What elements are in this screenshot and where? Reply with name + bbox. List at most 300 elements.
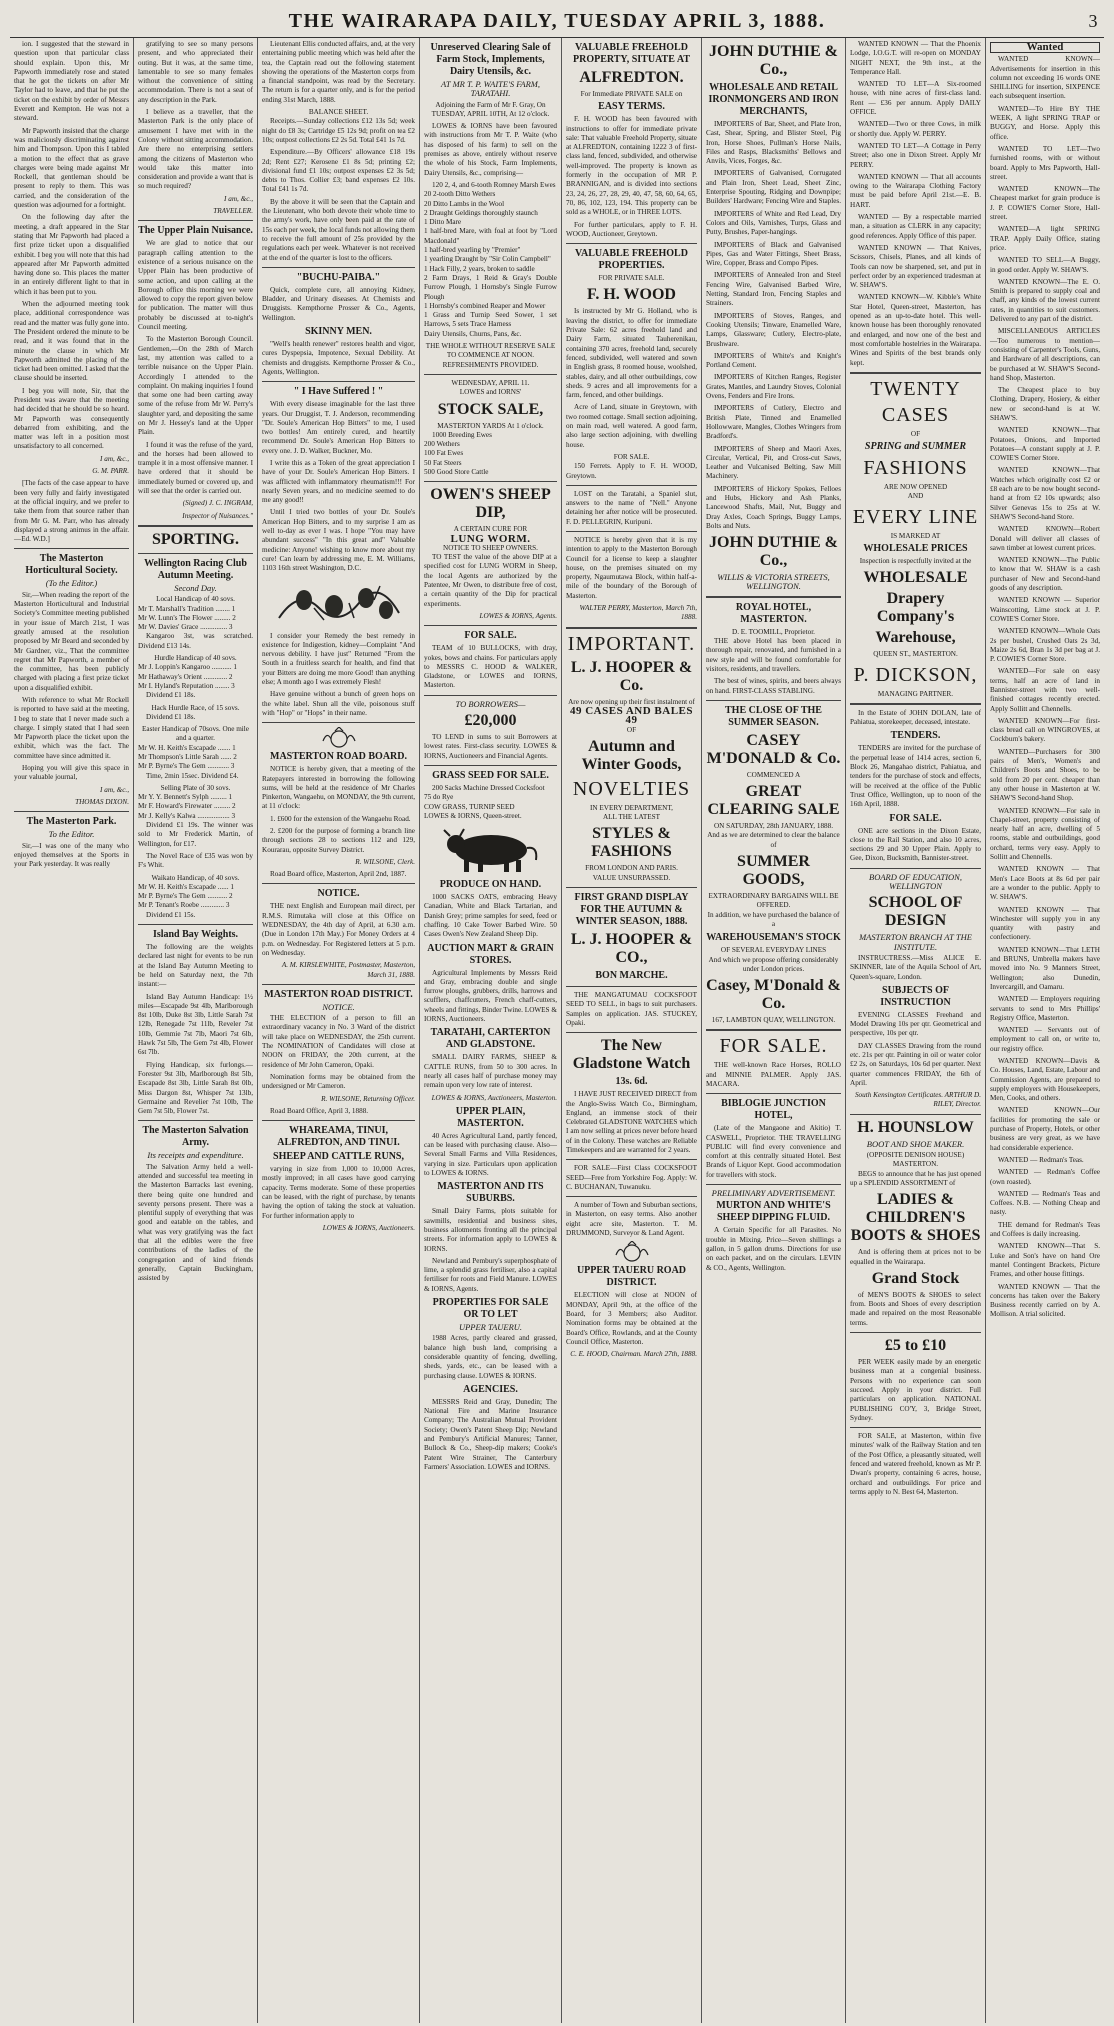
divider (566, 531, 697, 532)
signature-name: Inspector of Nuisances." (182, 511, 253, 520)
ad-text: NOTICE TO SHEEP OWNERS. (443, 543, 538, 552)
race-result: Mr J. Kelly's Kalwa .................. 3 (138, 811, 236, 820)
ad-text: (OPPOSITE DENISON HOUSE) MASTERTON. (866, 1151, 965, 1169)
ad-text: IMPORTERS of Stoves, Ranges, and Cooking Utensils; Tinware, Enamelled Ware, Lamps, Glassware; Cutlery, Electro-plate, Brushware. (706, 311, 841, 348)
ad-heading: PROPERTIES FOR SALE OR TO LET (432, 1297, 549, 1321)
race-result: Mr I. Hyland's Reputation ........ 3 (138, 681, 235, 690)
classified-ad: WANTED — Servants out of employment to call on, or write to, our registry office. (990, 1026, 1100, 1053)
ad-text: Agricultural Implements by Messrs Reid and Gray, embracing double and single furrow ploughs, grubbers, drills, harrows and scufflers, chaffcutters, French chaff-cutters, wheels and fittings, Binder Twine. LOWES & IORNS, Auctioneers. (424, 968, 557, 1024)
classified-ad: WANTED KNOWN—That Watches which originally cost £2 or £8 each are to be now bought second-hand at from £2 10s upwards; also Silver Genevas 15s to 25s at W. SHAW'S Second-hand Store. (990, 466, 1100, 521)
race-note: The Novel Race of £35 was won by F's Whit. (138, 851, 253, 870)
divider (262, 381, 415, 382)
race-result: Mr Hathaway's Orient ............. 2 (138, 672, 233, 681)
race-result: Mr W. H. Keith's Escapade ...... 1 (138, 882, 234, 891)
ad-text: IN EVERY DEPARTMENT, (590, 803, 673, 812)
ad-heading: SHEEP AND CATTLE RUNS, (273, 1151, 404, 1163)
ad-heading: " I Have Suffered ! " (293, 386, 384, 398)
ad-heading: FOR SALE. (719, 1035, 828, 1058)
ad-heading: BON MARCHE. (595, 970, 668, 982)
ad-heading: PRODUCE ON HAND. (439, 879, 542, 891)
classified-ad: WANTED—To Hire BY THE WEEK, A light SPRING TRAP or BUGGY, and Horse. Apply this office. (990, 104, 1100, 141)
article-paragraph: To the Masterton Borough Council. Gentlemen,—On the 28th of March last, my attention was called to a terrible nuisance on the Upper Plain. Accordingly I attended to the complaint. On making inquiries I found that some one had been carting away some of the refuse from Mr W. Perry's slaughter yard, and depositing the same on Mr J. Hessey's land at the Upper Plain. (138, 335, 253, 437)
signature-name: LOWES & IORNS, Auctioneers, Masterton. (431, 1093, 557, 1102)
ad-text: ONE acre sections in the Dixon Estate, close to the Rail Station, and also 10 acres, sections 29 and 30 Upper Plain. Apply to Gee, Dixon, Bucksmith, Bannister-street. (850, 826, 981, 863)
ad-text: With every disease imaginable for the last three years. Our Druggist, T. J. Anderson, recommending "Dr. Soule's American Hop Bitters" to me, I used two bottles! Am entirely cured, and heartily recommend Dr. Soule's American Hop Bitters to every one. J. D. Walker, Buckner, Mo. (262, 400, 415, 455)
ad-text: A CERTAIN CURE FOR (453, 525, 528, 534)
sub-heading: AT MR T. P. WAITE'S FARM, TARATAHI. (441, 79, 540, 99)
article-paragraph: Receipts.—Sunday collections £12 13s 5d; week night do £8 3s; Cartridge £5 12s 9d; profit on tea £2 10s; outpost collections £2 2s 5d. Total £41 1s 7d. (262, 117, 415, 144)
ad-text: 1988 Acres, partly cleared and grassed, balance high bush land, comprising a considerable quantity of fencing, dwelling, sheds, yards, etc., can be leased with a purchasing clause. LOWES & IORNS. (424, 1334, 557, 1380)
race-result: Mr W. H. Keith's Escapade ....... 1 (138, 743, 236, 752)
ad-text: LOST on the Taratahi, a Spaniel slut, answers to the name of "Nell." Anyone detaining her after notice will be prosecuted. F. D. PELLEGRIN, Kuripuni. (566, 489, 697, 526)
ad-text: IMPORTERS of Cutlery, Electro and British Plate, Tinned and Enamelled Hollowware, Mangles, Clothes Wringers from Bradford's. (706, 404, 841, 441)
ad-text: 167, LAMBTON QUAY, WELLINGTON. (711, 1016, 836, 1025)
notice-text: THE ELECTION of a person to fill an extraordinary vacancy in No. 3 Ward of the district will take place on WEDNESDAY, the 25th current. The NOMINATION of Candidates will close at NOON on FRIDAY, the 20th current, at the residence of Mr John Cameron, Opaki. (262, 1014, 415, 1069)
classified-ad: WANTED — Employers requiring servants to send to Mrs Phillips' Registry Office, Masterton. (990, 995, 1100, 1022)
ad-heading: TWENTY (870, 377, 961, 400)
signature-name: TRAVELLER. (213, 207, 253, 216)
ad-text: FROM LONDON AND PARIS. (585, 864, 678, 873)
notice-text: THE next English and European mail direct, per R.M.S. Rimutaka will close at this Office on WEDNESDAY, the 4th day of April, at 6.30 a.m. (Due in London 17th May.) For Money Orders at 4 p.m. on Wednesday. For Registered letters at 5 p.m. on Wednesday. (262, 902, 415, 957)
classified-ad: WANTED KNOWN — Superior Wainscotting, Lime stock at J. P. COWIE'S Corner Store. (990, 596, 1100, 623)
ad-text: LOWES and IORNS' (459, 388, 522, 397)
ad-heading: WHOLESALE (863, 569, 968, 587)
classified-ad: WANTED KNOWN — That Winchester will supply you in any quantity with pastry and confectionery. (990, 905, 1100, 942)
ad-text: Have genuine without a bunch of green hops on the white label. Shun all the vile, poisonous stuff with "Hop" or "Hops" in their name. (262, 690, 415, 717)
ad-text: FOR SALE. (613, 452, 650, 461)
ad-text: OF SEVERAL EVERYDAY LINES (720, 946, 827, 955)
sub-heading: UPPER TAUERU. (458, 1322, 523, 1333)
classified-ad: WANTED KNOWN—For sale in Chapel-street, property consisting of nearly half an acre, dwelling of 5 rooms, stable and outbuildings, good orchard, terms very easy. Apply to Sollitt and Chennells. (990, 806, 1100, 862)
classified-ad: WANTED KNOWN—The Cheapest market for grain produce is J. P. COWIE'S Corner Store, Hall-street. (990, 185, 1100, 222)
divider (850, 1427, 981, 1428)
ad-text: Acre of Land, situate in Greytown, with two roomed cottage. Small section adjoining, on main road, well watered. A good farm, also large section adjoining, with dwelling house. (566, 403, 697, 449)
ad-heading: WHOLESALE AND RETAIL IRONMONGERS AND IRON MERCHANTS, (708, 82, 839, 117)
ad-text: In addition, we have purchased the balance of a (707, 910, 840, 928)
divider (706, 700, 841, 701)
ad-text: Quick, complete cure, all annoying Kidney, Bladder, and Urinary diseases. At Chemists and Druggists. Kempthorne Prosser & Co., Agents, Wellington. (262, 285, 415, 322)
race-result: Mr T. Marshall's Tradition ........ 1 (138, 604, 236, 613)
ad-heading: NOVELTIES (572, 777, 691, 800)
ad-text: IS MARKED AT (890, 531, 941, 540)
ad-heading: LUNG WORM. (450, 532, 531, 545)
ad-heading: EASY TERMS. (598, 101, 665, 113)
classified-ad: WANTED — Redman's Coffee (own roasted). (990, 1168, 1100, 1186)
ad-text: OF (910, 429, 921, 438)
divider (850, 868, 981, 869)
divider (706, 1093, 841, 1094)
letter-paragraph: Sir,—I was one of the many who enjoyed themselves at the Sports in your Park yesterday. It was really (14, 841, 129, 869)
ad-heading: MASTERTON AND ITS SUBURBS. (437, 1181, 544, 1205)
ad-heading: The New Gladstone Watch (572, 1037, 691, 1073)
letter-paragraph: ion. I suggested that the steward in question upon that particular class should explain. Upon this, Mr Papworth immediately rose and stated that he got the tickets on after Mr Taylor had to leave, and that he put the ticket on the exhibit by order of Messrs Everett and Kempton. He was not a steward. (14, 40, 129, 123)
ad-heading: CASEY M'DONALD & Co. (706, 731, 841, 767)
ad-heading: WHAREAMA, TINUI, ALFREDTON, AND TINUI. (277, 1125, 400, 1149)
ad-heading: Drapery Company's (876, 590, 955, 626)
ad-heading: LADIES & CHILDREN'S BOOTS & SHOES (850, 1191, 981, 1245)
ad-heading: GRASS SEED FOR SALE. (432, 769, 549, 781)
ad-text: TO TEST the value of the above DIP at a specified cost for LUNG WORM in Sheep, the local Agents are authorized by the Patentee, Mr Owen, to distribute free of cost, a certain quantity of the Dip for practical experiments. (424, 553, 557, 608)
classified-ad: WANTED KNOWN—For first-class bread call on WINGROVES, at Cockburn's bakery. (990, 716, 1100, 744)
ad-heading: P. DICKSON, (853, 663, 978, 686)
race-note: Dividend £1 18s. (146, 712, 196, 721)
ad-heading: CASES (881, 403, 950, 426)
ad-text: I consider your Remedy the best remedy in existence for Indigestion, kidney—Complaint "And nervous debility. I have just" Returned "From the South in a fruitless search for health, and find that your Bitters are doing me more Good! than anything else; A month ago I was extremely Flesh! (262, 631, 415, 687)
to-editor: (To the Editor.) (45, 578, 98, 589)
ad-heading: EVERY LINE (852, 505, 979, 528)
classified-ad: WANTED KNOWN—Advertisements for insertion in this column not exceeding 16 words ONE SHILLING for insertion, SIXPENCE each subsequent insertion. (990, 55, 1100, 101)
ad-heading: VALUABLE FREEHOLD PROPERTIES. (575, 248, 688, 272)
divider (424, 374, 557, 375)
ad-text: Until I tried two bottles of your Dr. Soule's American Hop Bitters, and to my surprise I am as well to-day as ever I was. I hope "You may have abundant success" "In this great and" Valuable medicine: Anyone! wishing to know more about my cure! Can learn by addressing me, E. M. Williams, 1103 16th street Washington, D.C. (262, 508, 415, 573)
sub-heading: TO BORROWERS— (455, 698, 526, 709)
ad-heading: SUBJECTS OF INSTRUCTION (880, 984, 951, 1008)
royal-crest-icon (612, 1241, 652, 1263)
notice-text: Nomination forms may be obtained from the undersigned or Mr Cameron. (262, 1072, 415, 1091)
ad-heading: 49 CASES AND BALES 49 (569, 704, 693, 727)
letter-paragraph: On the following day after the meeting, a draft appeared in the Star stating that Mr Papworth had placed a first prize ticket upon a disqualified exhibit. I beg you will note that this had appeared after Mr Papworth admitted having done so. This places the matter in an entirely different light to that in which it has been put to you. (14, 213, 129, 296)
wanted-column-heading: Wanted (990, 42, 1100, 53)
divider (566, 627, 697, 629)
ad-heading: VALUABLE FREEHOLD PROPERTY, SITUATE AT (573, 42, 690, 65)
sub-heading: Its receipts and expenditure. (147, 1150, 244, 1161)
signature-name: G. M. PARR. (92, 467, 129, 476)
ad-text: A Certain Specific for all Parasites. No trouble in Mixing. Price—Seven shillings a gallon, in 5 gallon drums. Directions for use on each packet, and on the circulars. LEVIN & CO., Agents, Wellington. (706, 1226, 841, 1272)
article-heading: Island Bay Weights. (152, 929, 239, 941)
divider (566, 1032, 697, 1033)
signature-name: R. WILSONE, Returning Officer. (321, 1094, 415, 1103)
ad-text: Newland and Pembury's superphosphate of lime, a splendid grass fertiliser, also a capital fertiliser for roots and Field Manure. LOWES & IORNS, Agents. (424, 1256, 557, 1293)
ad-heading: GREAT CLEARING SALE (707, 783, 840, 819)
ad-text: A number of Town and Suburban sections, in Masterton, on easy terms. Also another eight acre site, Masterton. T. M. DRUMMOND, Surveyor & Land Agent. (566, 1201, 697, 1238)
ad-text: 40 Acres Agricultural Land, partly fenced, can be leased with purchasing clause. Also—Several Small Farms and Villa Residences, varying in size. Particulars upon application to LOWES & IORNS. (424, 1131, 557, 1178)
signoff: I am, &c., (224, 194, 253, 203)
divider (14, 548, 129, 549)
ad-text: 150 Ferrets. Apply to F. H. WOOD, Greytown. (566, 462, 697, 480)
classified-ad: MISCELLANEOUS ARTICLES—Too numerous to mention—consisting of Carpenter's Tools, Guns, and Hardware of all descriptions, can be purchased at W. SHAW'S Second-hand Shop, Masterton. (990, 327, 1100, 382)
ad-text: And is offering them at prices not to be equalled in the Wairarapa. (850, 1248, 981, 1266)
page-number: 3 (1088, 11, 1098, 31)
notice-text: Road Board Office, April 3, 1888. (270, 1106, 369, 1115)
ad-text: SMALL DAIRY FARMS, SHEEP & CATTLE RUNS, from 50 to 300 acres. In nearly all cases half of purchase money may remain upon very low rate of interest. (424, 1053, 557, 1090)
divider (424, 765, 557, 766)
column-3 (258, 38, 420, 2023)
ad-text: MANAGING PARTNER. (877, 689, 954, 698)
divider (262, 883, 415, 884)
divider (138, 924, 253, 925)
ad-text: And as we are determined to clear the balance of (707, 831, 840, 849)
article-paragraph: Lieutenant Ellis conducted affairs, and, at the very entertaining public meeting which was held after the tea, the Captain read out the following statement showing the operations of the Masterton corps from a financial standpoint, was read by the Secretary. The return is for a quarter only, and is for the period ending 31st March, 1888. (262, 40, 415, 104)
race-result: Mr W. Davies' Grace ............... 3 (138, 623, 233, 632)
sub-heading: WILLIS & VICTORIA STREETS, WELLINGTON. (717, 572, 830, 592)
letter-paragraph: Sir,—When reading the report of the Masterton Horticultural and Industrial Society's Committee meeting published in your issue of March 21st, I was greatly amused at the resolution proposed by Mr Beard and seconded by Mr Gardner, viz., That the committee regret that Mr Papworth, a member of the committee, has been publicly charged with placing a first prize ticket upon a disqualified exhibit. (14, 590, 129, 692)
ad-text: Inspection is respectfully invited at the (859, 556, 972, 565)
sub-heading: PRELIMINARY ADVERTISEMENT. (711, 1188, 836, 1199)
ad-text: NOTICE is hereby given that it is my intention to apply to the Masterton Borough Council for a license to keep a slaughter house, on the premises situated on my property, Ngaumutawa Block, within half-a-mile of the boundary of the Borough of Masterton. (566, 535, 697, 600)
article-paragraph: We are glad to notice that our paragraph calling attention to the existence of a serious nuisance on the Upper Plain has been productive of some action, and upon calling at the Borough office this morning we were allowed to copy the report given below for publication. The matter will thus probably be discussed at to-night's Council meeting. (138, 239, 253, 332)
divider (566, 1196, 697, 1197)
race-result: Mr P. Byrne's The Gem ........... 2 (138, 892, 233, 901)
ad-text: IMPORTERS of White's and Knight's Portland Cement. (706, 351, 841, 370)
letter-paragraph: Mr Papworth insisted that the charge was maliciously discriminating against him and Thompson. Upon this I tabled a motion to the effect that as grave charges were being made against Mr Rockell, that gentleman should be present to reply to them. This was carried, and the consideration of the question was adjourned for a fortnight. (14, 126, 129, 210)
ad-text: EVENING CLASSES Freehand and Model Drawing 10s per qtr. Geometrical and perspective, 10s per qtr. (850, 1010, 981, 1038)
article-heading: The Masterton Park. (26, 816, 117, 828)
ad-text: IMPORTERS of Hickory Spokes, Felloes and Hubs, Hickory and Ash Planks, Lancewood Shafts, Mail, Nut, Buggy and Dray Axles, Coach Springs, Buggy Lamps, Bolts and Nuts. (706, 484, 841, 530)
ad-heading: BIBLOGIE JUNCTION HOTEL, (721, 1098, 826, 1122)
divider (706, 1184, 841, 1185)
divider (424, 481, 557, 482)
ad-text: MASTERTON YARDS At 1 o'clock. (437, 421, 544, 430)
ad-text: MESSRS Reid and Gray, Dunedin; The National Fire and Marine Insurance Company; The Australian Mutual Provident Society; Owen's Patent Sheep Dip; Newland and Pembury's Artificial Manures; Tanner, Bullock & Co., Sheep-dip makers; Cooke's Patent Wire Strainer, The Canterbury Farmers' Association. LOWES and IORNS. (424, 1397, 557, 1471)
race-note: Dividend £1 18s. (146, 691, 196, 700)
ad-text: IMPORTERS of Bar, Sheet, and Plate Iron, Cast, Shear, Spring, and Blister Steel, Pig Iron, Horse Shoes, Pullman's Horse Nails, Files and Rasps, Blacksmiths' Bellows and Anvils, Vices, Forges, &c. (706, 120, 841, 166)
ad-text: "Well's health renewer" restores health and vigor, cures Dyspepsia, Impotence, Sexual Debility. At chemists and druggists. Kempthorne Prosser & Co., Agents, Wellington. (262, 340, 415, 376)
ad-text: TEAM of 10 BULLOCKS, with dray, yokes, bows and chains. For particulars apply to MESSRS C. HOOD & WALKER, Gladstone, or LOWES and IORNS, Masterton. (424, 644, 557, 690)
signature-name: C. E. HOOD, Chairman. March 27th, 1888. (570, 1350, 697, 1359)
ad-heading: SUMMER GOODS, (737, 853, 810, 889)
ad-text: IMPORTERS of White and Red Lead, Dry Colors and Oils, Varnishes, Turps, Glass and Putty, Brushes, Paper-hangings. (706, 209, 841, 237)
ad-text: THE WHOLE WITHOUT RESERVE SALE TO COMMENCE AT NOON. REFRESHMENTS PROVIDED. (425, 342, 556, 369)
ad-text: The best of wines, spirits, and beers always on hand. FIRST-CLASS STABLING. (706, 677, 841, 695)
ad-heading: Warehouse, (875, 629, 956, 647)
ad-heading: NOTICE. (317, 888, 360, 900)
ad-heading: 13s. 6d. (615, 1076, 648, 1088)
ad-text: I HAVE JUST RECEIVED DIRECT from the Anglo-Swiss Watch Co., Birmingham, England, an immense stock of their Celebrated GLADSTONE WATCHES which I am now selling at prices never before heard of in the Colony. These watches are Reliable Timekeepers and are warranted for 2 years. (566, 1090, 697, 1154)
ad-text: For Immediate PRIVATE SALE on (580, 90, 683, 98)
ad-heading: FIRST GRAND DISPLAY FOR THE AUTUMN & WINTER SEASON, 1888. (574, 892, 689, 928)
divider (850, 372, 981, 374)
ad-text: varying in size from 1,000 to 10,000 Acres, mostly improved; in all cases have good carrying capacity. Terms moderate. Some of these properties can be leased, with the right of purchase, by tenants having the option of taking the stock at valuation. For further information apply to (262, 1165, 415, 1220)
notice-text: 2. £200 for the purpose of forming a branch line through sections 28 to sections 112 and 129, Kourarau, opposite Survey District. (262, 827, 415, 854)
ad-heading: FOR SALE. (464, 630, 517, 642)
race-note: Kangaroo 3st, was scratched. Dividend £13 14s. (138, 632, 253, 650)
ad-heading: ROYAL HOTEL, MASTERTON. (735, 601, 812, 625)
notice-text: 1. £600 for the extension of the Wangaehu Road. (270, 814, 411, 823)
ad-text: THE above Hotel has been placed in thorough repair, renovated, and furnished in a new style and will be found comfortable for visitors, residents, and travellers. (706, 637, 841, 673)
ad-heading: Grand Stock (871, 1269, 960, 1287)
signature-name: THOMAS DIXON. (75, 797, 129, 806)
divider (262, 722, 415, 723)
ad-heading: WAREHOUSEMAN'S STOCK (706, 932, 841, 944)
race-title: Easter Handicap of 70sovs. One mile and a quarter. (142, 725, 249, 743)
ad-text: COMMENCED A (746, 770, 801, 779)
ad-heading: IMPORTANT. (567, 632, 696, 655)
ad-text: FOR SALE—First Class COCKSFOOT SEED—Free from Yorkshire Fog. Apply: W. C. BUCHANAN, Tuwanuku. (566, 1164, 697, 1191)
crest (566, 1241, 697, 1263)
masthead-title: THE WAIRARAPA DAILY, TUESDAY APRIL 3, 1888. (288, 10, 826, 32)
ad-heading: SPRING and SUMMER (864, 441, 967, 453)
loan-amount: £20,000 (464, 712, 517, 730)
crest (262, 727, 415, 749)
race-result: Mr F. Howard's Firewater ......... 2 (138, 802, 236, 811)
bull-illustration (424, 824, 557, 876)
classified-ad: WANTED KNOWN — That Men's Lace Boots at 8s 6d per pair are a wonder to the public. Apply to W. SHAW'S. (990, 865, 1100, 902)
letter-paragraph: I beg you will note, Sir, that the President was aware that the meeting had decided that he should be so heard. Mr Papworth was consequently debarred from exhibiting, and the matter was left in a position most unsatisfactory to all concerned. (14, 386, 129, 451)
ad-heading: THE CLOSE OF THE SUMMER SEASON. (725, 704, 822, 728)
ad-heading: ALFREDTON. (579, 69, 684, 86)
classified-ad: WANTED KNOWN — That Knives, Scissors, Chisels, Planes, and all kinds of Tools can now be sharpened, set, and put in perfect order by an experienced tradesman at W. SHAW'S. (850, 243, 981, 290)
signature-name: LOWES & IORNS, Agents. (479, 611, 557, 620)
ad-heading: Casey, M'Donald & Co. (706, 977, 841, 1013)
balance-sheet-heading: BALANCE SHEET. (308, 108, 369, 117)
classified-ad: WANTED TO SELL—A Buggy, in good order. Apply W. SHAW'S. (990, 256, 1100, 274)
classified-ad: WANTED KNOWN—The Public to know that W. SHAW is a cash purchaser of New and Second-hand goods of any description. (990, 556, 1100, 593)
ad-heading: STOCK SALE, (437, 400, 544, 418)
ad-heading: £5 to £10 (884, 1337, 947, 1355)
race-result: Mr P. Tenant's Roebe ............. 3 (138, 901, 230, 910)
article-paragraph: The following are the weights declared last night for events to be run at the Island Bay Autumn Meeting to be held on Saturday next, the 7th instant:— (138, 943, 253, 989)
bull-icon (436, 826, 546, 874)
ad-heading: TARATAHI, CARTERTON AND GLADSTONE. (430, 1027, 551, 1051)
ad-text: ELECTION will close at NOON of MONDAY, April 9th, at the office of the Board, for 3 Members; also Auditor. Nomination forms may be obtained at the Board's Office, Rowlands, and at the County Council Office, Masterton. (566, 1291, 697, 1346)
masthead (10, 6, 1104, 38)
ad-text: WEDNESDAY, APRIL 11. (451, 378, 530, 387)
divider (424, 695, 557, 696)
ad-text: 1000 SACKS OATS, embracing Heavy Canadian, White and Black Tartarian, and Danish Grey; prime samples for seed, feed or chaffing. 10 Cake Tower Barbed Wire. 50 Cases Owen's New Zealand Sheep Dip. (424, 893, 557, 939)
signature-name: LOWES & IORNS, Auctioneers. (322, 1223, 415, 1232)
ad-heading: OWEN'S SHEEP DIP, (430, 486, 551, 522)
ad-text: Adjoining the Farm of Mr F. Gray, On TUESDAY, APRIL 10TH, At 12 o'clock. (431, 100, 550, 118)
classified-ad: THE demand for Redman's Teas and Coffees is daily increasing. (990, 1220, 1100, 1239)
ad-text: FOR SALE, at Masterton, within five minutes' walk of the Railway Station and ten of the Post Office, a pleasantly situated, well fenced and watered freehold, known as Mr P. Dwan's property, containing 6 acres, house, orchard and outbuildings. For price and terms apply to N. Best 64, Masterton. (850, 1432, 981, 1496)
ad-heading: SKINNY MEN. (305, 326, 372, 338)
royal-crest-icon (319, 727, 359, 749)
divider (566, 887, 697, 888)
article-paragraph: Expenditure.—By Officers' allowance £18 19s 2d; Rent £27; Kerosene £1 8s 5d; printing £2; divisional fund £1 10s; outpost expenses £2 3s 5d; debts to Thos. Collier £3; band expenses £2 10s. Total £41 1s 7d. (262, 148, 415, 194)
ad-text: And which we propose offering considerably under London prices. (708, 955, 839, 973)
divider (138, 220, 253, 221)
race-result: Mr Thompson's Little Sarah ...... 2 (138, 753, 237, 761)
signature-name: South Kensington Certificates. ARTHUR D. RILEY, Director. (854, 1091, 981, 1109)
ad-heading: AGENCIES. (463, 1383, 518, 1395)
column-2 (134, 38, 258, 2023)
ad-heading: Unreserved Clearing Sale of Farm Stock, Implements, Dairy Utensils, &c. (430, 42, 551, 77)
race-result: Mr W. Lunn's The Flower ......... 2 (138, 613, 236, 622)
article-heading: Wellington Racing Club Autumn Meeting. (144, 557, 247, 581)
ad-text: DAY CLASSES Drawing from the round etc. 21s per qtr. Painting in oil or water color £2 2s, on Saturdays, 10s 6d per quarter. Next quarter commences FRIDAY, the 6th of April. (850, 1041, 981, 1087)
hop-vine-icon (274, 578, 404, 628)
ad-text: Are now opening up their first instalment of (568, 697, 695, 706)
ad-heading: L. J. HOOPER & CO., (570, 931, 693, 967)
divider (138, 525, 253, 527)
column-8 (986, 38, 1104, 2023)
divider (566, 243, 697, 244)
classified-ad: WANTED—Purchasers for 300 pairs of Men's, Women's and Children's Boots and Shoes, to be sold from 20 per cent. cheaper than any other house in Masterton at W. SHAW'S Second-hand Shop. (990, 747, 1100, 803)
race-result: Mr J. Loppin's Kangaroo ........... 1 (138, 663, 237, 672)
divider (566, 1159, 697, 1160)
column-1 (10, 38, 134, 2023)
signature-name: A. M. KIRSLEWHITE, Postmaster, Masterton, March 31, 1888. (281, 961, 415, 979)
race-title: Waikato Handicap, of 40 sovs. (151, 873, 240, 882)
ad-text: ARE NOW OPENED (883, 483, 948, 492)
ad-text: VALUE UNSURPASSED. (592, 873, 671, 882)
ad-text: ALL THE LATEST (602, 813, 661, 822)
column-7 (846, 38, 986, 2023)
classified-ad: WANTED KNOWN — That all accounts owing to the Wairarapa Clothing Factory must be paid before April 21st.—E. B. HART. (850, 172, 981, 209)
ad-text: (Late of the Mangaone and Akitio) T. CASWELL, Proprietor. THE TRAVELLING PUBLIC will find every convenience and comfort at this centrally situated Hotel. Best Brands of Liquor Kept. Good accommodation for travellers with stock. (706, 1124, 841, 1179)
ad-heading: MURTON AND WHITE'S SHEEP DIPPING FLUID. (716, 1200, 831, 1224)
editor-note: [The facts of the case appear to have been very fully and fairly investigated at the official inquiry, and we prefer to take them from that source rather than from Mr G. M. Parr, who has already displayed a strong animus in the affair.—Ed. W.D.] (14, 479, 129, 544)
sub-heading: MASTERTON BRANCH AT THE INSTITUTE. (859, 932, 972, 952)
ad-text: THE MANGATUMAU COCKSFOOT SEED TO SELL, in bags to suit purchasers. Samples on application. JAS. STUCKEY, Opaki. (566, 991, 697, 1027)
ad-text: TENDERS are invited for the purchase of the perpetual lease of 1414 acres, section 6, Block 26, Mangahao district, Pahiatua, and tenders for the purchase of stock and effects, will be received at the office of the Public Trust Office, Wellington, up to noon of the 16th April, 1888. (850, 744, 981, 809)
letter-paragraph: When the adjourned meeting took place, additional correspondence was read and the matter was fully gone into. The President ordered the minute to be read, and it was found that in the minute the clause in which Mr Papworth admitted the placing of the ticket had been omitted. I asked that the clause should be inserted. (14, 300, 129, 383)
ad-text: BEGS to announce that he has just opened up a SPLENDID ASSORTMENT of (850, 1169, 981, 1187)
ad-text: PER WEEK easily made by an energetic business man at a congenial business. Persons with no experience can soon succeed. Apply in your district. Full particulars on application. NATIONAL PUBLISHING CO'Y, 3, Bridge Street, Sydney. (850, 1358, 981, 1422)
classified-ad: WANTED KNOWN—Whole Oats 2s per bushel, Crushed Oats 2s 3d, Maize 2s 6d, Bran 1s 3d per bag at J. P. COWIE'S Corner Store. (990, 627, 1100, 664)
classified-ad: WANTED KNOWN—Robert Donald will deliver all classes of sawn timber at lowest current prices. (990, 525, 1100, 552)
ad-text: For further particulars, apply to F. H. WOOD, Auctioneer, Greytown. (566, 220, 697, 238)
classified-ad: WANTED KNOWN—That S. Luke and Son's have on hand Ore mantel Contingent Brackets, Picture Frames, and other house fittings. (990, 1242, 1100, 1279)
ad-text: AND (907, 492, 924, 501)
race-title: Local Handicap of 40 sovs. (156, 595, 235, 604)
divider (850, 1114, 981, 1115)
stock-list: 120 2, 4, and 6-tooth Romney Marsh Ewes 20 2-tooth Ditto Wethers 20 Ditto Lambs in the Wool 2 Draught Geldings thoroughly staunch 1 Ditto Mare 1 half-bred Mare, with foal at foot by "Lord Macdonald" 1 half-bred yearling by "Premier" 1 yearling Draught by "Sir Colin Campbell" 1 Hack Filly, 2 years, broken to saddle 2 Farm Drays, 1 Reid & Gray's Double Furrow Plough, 1 Hornsby's Single Furrow Plough 1 Hornsby's combined Reaper and Mower 1 Grass and Turnip Seed Sower, 1 set Harrows, 5 sets Trace Harness Dairy Utensils, Churns, Pans, &c. (424, 180, 557, 338)
article-paragraph: Flying Handicap, six furlongs.—Forester 9st 3lb, Marlborough 8st 5lb, Escapade 8st 3lb, Little Sarah 8st 0lb, Miss Dargon 8st, Whisper 7st 13lb, Germaine and Revelier 7st 10lb, The Gem 7st 5lb, Flower 7st. (138, 1060, 253, 1116)
divider (14, 811, 129, 812)
divider (262, 1120, 415, 1121)
article-paragraph: The Salvation Army held a well-attended and successful tea meeting in the Masterton Barracks last evening, there being quite one hundred and seventy persons present. There was a plentiful supply of everything that was good and eatable on the tables, and what was very gratifying was the fact that all the edibles were the free contributions of the ladies of the congregation and of kind friends generally, Captain Buckingham, assisted by (138, 1162, 253, 1283)
ad-text: IMPORTERS of Galvanised, Corrugated and Plain Iron, Sheet Lead, Sheet Zinc, Enterprise Spouting, Ridging and Downpipe; Builders' Hardware; Fencing Wire and Staples. (706, 169, 842, 206)
race-title: Hurdle Handicap of 40 sovs. (154, 654, 237, 663)
divider (424, 625, 557, 626)
classified-ad: WANTED — By a respectable married man, a situation as CLERK in any capacity; good references. Apply Office of this paper. (850, 213, 981, 240)
classified-ad: WANTED TO LET—A Six-roomed house, with nine acres of first-class land. Rent — £36 per annum. Apply DAILY OFFICE. (850, 80, 981, 117)
article-heading: The Upper Plain Nuisance. (138, 225, 253, 237)
sub-heading: Second Day. (174, 582, 217, 593)
classified-ad: WANTED KNOWN — That the concerns has taken over the Bakery Business recently carried on by A. Mollison. A trial solicited. (990, 1282, 1100, 1319)
ad-text: D. E. TOOMILL, Proprietor. (732, 627, 815, 636)
sub-heading: NOTICE. (322, 1001, 355, 1012)
sub-heading: BOOT AND SHOE MAKER. (866, 1138, 965, 1149)
column-4 (420, 38, 562, 2023)
classified-ad: WANTED — Redman's Teas. (998, 1155, 1084, 1164)
race-note: Dividend £1 15s. (146, 910, 196, 919)
ad-heading: TENDERS. (890, 730, 941, 742)
stock-list: 1000 Breeding Ewes 200 Wethers 100 Fat Ewes 50 Fat Steers 500 Good Store Cattle (424, 430, 492, 476)
ad-text: F. H. WOOD has been favoured with instructions to offer for immediate private sale: That valuable Freehold Property, situate at ALFREDTON, containing 1222 3 of first-class land, fenced, subdivided, and otherwise well-improved. The property is known as formerly in the occupation of MR P. BRANNIGAN, and is divided into sections 23, 24, 26, 27, 28, 29, 40, 47, 58, 60, 64, 65, 70, 86, 102, 123, 194. This property can be sold as a WHOLE, or in THREE LOTS. (566, 115, 697, 217)
ad-heading: UPPER PLAIN, MASTERTON. (455, 1105, 526, 1129)
sub-heading: BOARD OF EDUCATION, WELLINGTON (869, 871, 962, 892)
classified-ad: WANTED — Redman's Teas and Coffees. N.B. — Nothing Cheap and nasty. (990, 1189, 1100, 1217)
column-6 (702, 38, 846, 2023)
to-editor: To the Editor. (48, 829, 95, 840)
article-paragraph: By the above it will be seen that the Captain and the Lieutenant, who both devote their whole time to the army's work, have only been paid at the rate of 15s each per week, the local funds not allowing them to receive the full amount of 25s provided by the regulations each per week. Whatever is not received at the end of the quarter is lost to the officers. (262, 197, 415, 262)
article-heading: The Masterton Salvation Army. (142, 1125, 249, 1149)
ad-text: FOR PRIVATE SALE. (598, 274, 665, 283)
ad-text: LOWES & IORNS have been favoured with instructions from Mr T. P. Waite (who has disposed of his farm) to sell on the premises as above, entirely without reserve the whole of his Stock, Farm Implements, Dairy Utensils, &c., comprising— (424, 122, 557, 177)
divider (138, 553, 253, 554)
signature-name: R. WILSONE, Clerk. (355, 857, 415, 866)
divider (706, 596, 841, 598)
race-title: Selling Plate of 30 sovs. (160, 783, 231, 792)
ad-heading: MASTERTON ROAD BOARD. (270, 751, 407, 763)
ad-text: TO LEND in sums to suit Borrowers at lowest rates. First-class security. LOWES & IORNS, Auctioneers and Financial Agents. (424, 733, 557, 760)
race-note: Dividend £1 19s. The winner was sold to Mr Frederick Martin, of Wellington, for £17. (138, 821, 253, 848)
ad-text: IMPORTERS of Black and Galvanised Pipes, Gas and Water Fittings, Sheet Brass, Wire, Copper, Brass and Compo Pipes. (706, 240, 841, 268)
signoff: (Signed) J. C. INGRAM, (182, 499, 253, 508)
ad-text: ON SATURDAY, 28th JANUARY, 1888. (713, 822, 834, 831)
race-result: Mr P. Byrne's The Gem ............ 3 (138, 762, 235, 771)
article-paragraph: Island Bay Autumn Handicap: 1½ miles—Escapade 9st 4lb, Marlborough 8st 10lb, Duke 8st 3lb, Little Sarah 7st 12lb, Renegade 7st 11lb, Reveler 7st 10lb, Gemmie 7st 7lb, Maori 7st 6lb, Hawk 7st 5lb, The Gem 7st 4lb, Flower 6st 7lb. (138, 992, 253, 1057)
ad-heading: FOR SALE. (889, 812, 942, 824)
divider (262, 984, 415, 985)
letter-paragraph: I believe as a traveller, that the Masterton Park is the only place of amusement I have met with in the Colony without sitting accommodation. Are there no enterprising settlers among the citizens of Masterton who would take this matter into consideration and provide a want that is so much required? (138, 108, 253, 191)
ad-heading: F. H. WOOD (587, 286, 676, 304)
divider (850, 703, 981, 705)
ad-text: EXTRAORDINARY BARGAINS WILL BE OFFERED. (708, 892, 839, 910)
column-5 (562, 38, 702, 2023)
